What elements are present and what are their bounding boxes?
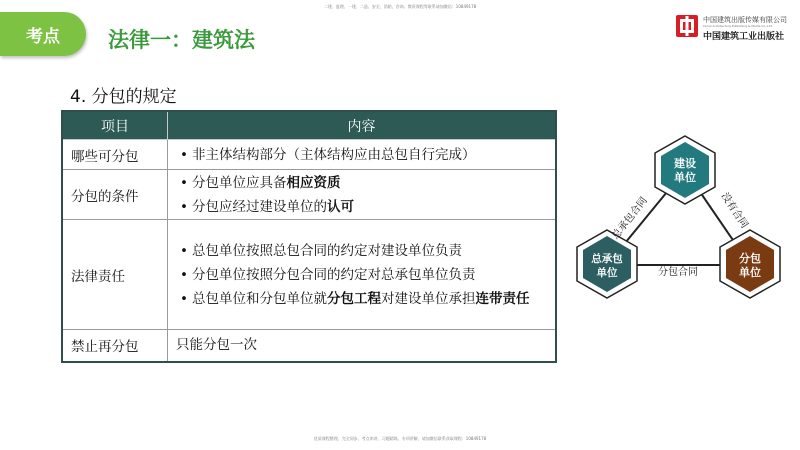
plain-text: 总包单位按照总包合同的约定对建设单位负责 <box>192 242 462 259</box>
plain-text: 对建设单位承担 <box>381 290 476 307</box>
bullet-icon: • <box>180 198 188 215</box>
page-title: 法律一：建筑法 <box>108 28 255 52</box>
node-subcontractor-label-line2: 单位 <box>739 266 761 279</box>
publisher-name: 中国建筑出版传媒有限公司 <box>703 16 787 24</box>
section-title: 4. 分包的规定 <box>70 87 177 107</box>
content-line <box>176 195 547 219</box>
content-text <box>192 287 547 311</box>
bullet-icon: • <box>180 266 188 283</box>
table-header-row <box>62 111 556 140</box>
emphasis-text: 相应资质 <box>286 174 341 191</box>
column-header-item: 项目 <box>62 111 168 140</box>
plain-text: 总包单位和分包单位就 <box>192 290 327 307</box>
node-general-contractor-label-line2: 单位 <box>596 267 618 279</box>
content-text <box>192 143 547 167</box>
plain-text: 非主体结构部分（主体结构应由总包自行完成） <box>192 146 476 163</box>
node-subcontractor <box>720 230 780 298</box>
emphasis-text: 认可 <box>327 198 354 215</box>
content-line <box>176 287 547 311</box>
publisher-logo-block <box>675 14 793 42</box>
publisher-name-en: China Architecture Publishing & Media Co.,Ltd. <box>703 24 773 28</box>
top-watermark-note: 二建、监理、一建、二造、安全、消防、咨询、教资课程等联系请加微信：10849178 <box>323 4 477 9</box>
emphasis-text: 连带责任 <box>475 290 530 307</box>
bullet-icon: • <box>180 242 188 259</box>
content-line <box>176 171 547 195</box>
content-text <box>192 239 547 263</box>
plain-text: 分包单位应具备 <box>192 174 287 191</box>
plain-text: 只能分包一次 <box>176 337 257 354</box>
node-general-contractor-label-line1: 总承包 <box>591 253 623 265</box>
content-line <box>176 263 547 287</box>
content-text <box>192 195 547 219</box>
content-line <box>176 333 547 357</box>
content-line <box>176 239 547 263</box>
table-row <box>62 330 556 362</box>
relationship-diagram <box>572 130 798 300</box>
content-text <box>176 333 547 357</box>
node-owner-label-line2: 单位 <box>674 171 696 184</box>
row-item-cell: 分包的条件 <box>62 170 168 220</box>
emphasis-text: 分包工程 <box>327 290 381 307</box>
bullet-icon: • <box>180 290 188 307</box>
publisher-logo-icon <box>675 14 699 38</box>
bullet-icon: • <box>180 174 188 191</box>
bullet-icon: • <box>180 146 188 163</box>
row-item-cell: 法律责任 <box>62 220 168 330</box>
row-content-cell <box>168 330 557 362</box>
table-row <box>62 170 556 220</box>
table-row <box>62 140 556 170</box>
footer-watermark-note: 优质课程整理、完全同步、考点串讲、习题精练、专项讲解，请加微信联系获取课程：10849178 <box>313 436 487 441</box>
content-line <box>176 143 547 167</box>
edge-label-left: 总承包合同 <box>610 195 650 242</box>
topic-badge-label: 考点 <box>26 26 60 47</box>
topic-badge <box>0 12 86 56</box>
row-content-cell <box>168 170 557 220</box>
edge-label-bottom: 分包合同 <box>658 267 698 278</box>
edge-label-right: 没有合同 <box>718 190 750 231</box>
content-text <box>192 263 547 287</box>
node-owner <box>655 136 715 204</box>
row-item-cell: 禁止再分包 <box>62 330 168 362</box>
node-subcontractor-label-line1: 分包 <box>739 252 761 265</box>
publisher-name-secondary: 中国建筑工业出版社 <box>703 32 785 42</box>
plain-text: 分包单位按照分包合同的约定对总承包单位负责 <box>192 266 476 283</box>
content-text <box>192 171 547 195</box>
row-content-cell <box>168 220 557 330</box>
table-row <box>62 220 556 330</box>
row-item-cell: 哪些可分包 <box>62 140 168 170</box>
plain-text: 分包应经过建设单位的 <box>192 198 327 215</box>
column-header-content: 内容 <box>168 111 557 140</box>
subcontract-rules-table <box>61 110 557 363</box>
node-owner-label-line1: 建设 <box>674 157 696 170</box>
row-content-cell <box>168 140 557 170</box>
